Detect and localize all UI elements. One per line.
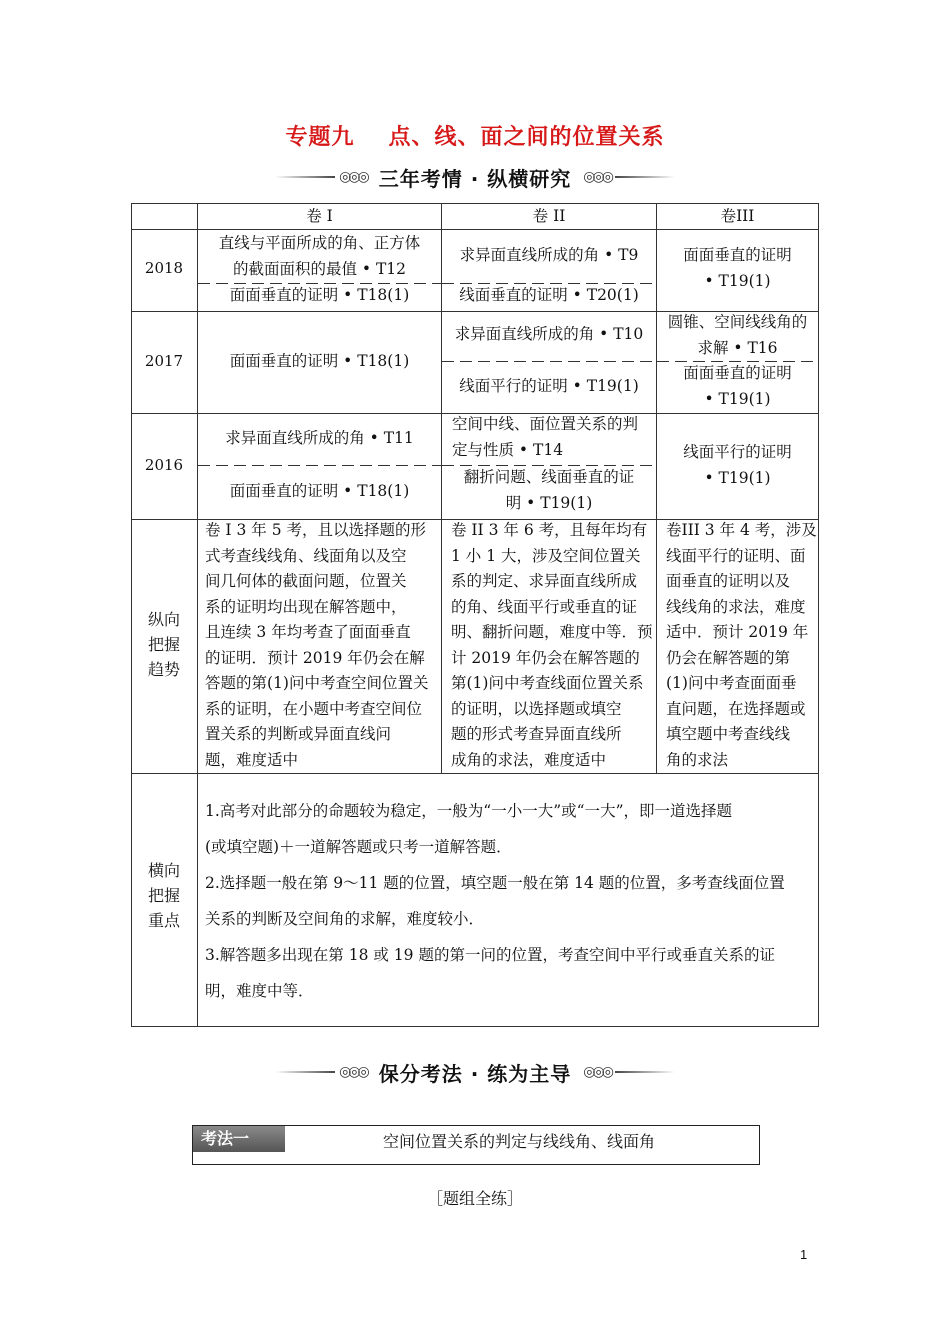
title-part2: 点、线、面之间的位置关系: [388, 125, 665, 150]
cell-2016-vol1-top: 求异面直线所成的角 • T11: [225, 429, 414, 447]
focus-label: 横向 把握 重点: [147, 861, 180, 930]
kaofa-header: [192, 1125, 760, 1165]
kaofa-tag: 考法一: [193, 1126, 285, 1152]
cell-2018-vol2-top: 求异面直线所成的角 • T9: [459, 246, 639, 264]
page-number: 1: [800, 1247, 808, 1262]
cell-2016-vol2-bottom: 翻折问题、线面垂直的证 明 • T19(1): [463, 468, 635, 512]
ornament-icon: ◎◎◎: [339, 169, 367, 185]
ornament-icon: ◎◎◎: [583, 1064, 611, 1080]
focus-content: 1.高考对此部分的命题较为稳定，一般为“一小一大”或“一大”，即一道选择题 (或填空题)＋一道解答题或只考一道解答题． 2.选择题一般在第 9～11 题的位置，填空题一般在第 14 题的位置，多考查线面位置 关系的判断及空间角的求解，难度较小． 3.解答题多出现在第 18 或 19 题的第一问的位置，考查空间中平行或垂直关系的证 明，难度中等．: [205, 802, 785, 1000]
cell-2017-vol1: 面面垂直的证明 • T18(1): [229, 352, 410, 370]
cell-2017-vol2-bottom: 线面平行的证明 • T19(1): [459, 377, 639, 395]
year-2016: 2016: [144, 456, 184, 474]
trend-label: 纵向 把握 趋势: [147, 610, 180, 679]
cell-2018-vol1-bottom: 面面垂直的证明 • T18(1): [229, 286, 410, 304]
banner-text: 三年考情 · 纵横研究: [378, 166, 572, 191]
section-banner-2: [0, 1057, 950, 1087]
header-col-3: 卷III: [720, 207, 755, 225]
ornament-icon: ◎◎◎: [339, 1064, 367, 1080]
trend-vol1: 卷 I 3 年 5 考，且以选择题的形 式考查线线角、线面角以及空 间几何体的截面问题，位置关 系的证明均出现在解答题中， 且连续 3 年均考查了面面垂直 的证明．预计 2019 年仍会在解 答题的第(1)问中考查空间位置关 系的证明，在小题中考查空间位 置关系的判断或异面直线问 题，难度适中: [205, 521, 429, 769]
trend-vol2: 卷 II 3 年 6 考，且每年均有 1 小 1 大，涉及空间位置关 系的判定、求异面直线所成 的角、线面平行或垂直的证 明、翻折问题，难度中等．预 计 2019 年仍会在解答题的 第(1)问中考查线面位置关系 的证明，以选择题或填空 题的形式考查异面直线所 成角的求法，难度适中: [451, 521, 653, 769]
title-part1: 专题九: [285, 125, 355, 150]
cell-2018-vol2-bottom: 线面垂直的证明 • T20(1): [459, 286, 639, 304]
header-col-1: 卷 I: [306, 207, 333, 225]
cell-2016-vol3: 线面平行的证明 • T19(1): [683, 443, 792, 487]
cell-2017-vol3-top: 圆锥、空间线线角的 求解 • T16: [667, 313, 808, 357]
cell-2018-vol1-top: 直线与平面所成的角、正方体 的截面面积的最值 • T12: [218, 234, 421, 278]
cell-2017-vol2-top: 求异面直线所成的角 • T10: [454, 325, 644, 343]
year-2018: 2018: [144, 259, 184, 277]
banner-text: 保分考法 · 练为主导: [378, 1061, 572, 1086]
cell-2016-vol1-bottom: 面面垂直的证明 • T18(1): [229, 482, 410, 500]
trend-vol3: 卷III 3 年 4 考，涉及 线面平行的证明、面 面垂直的证明以及 线线角的求法，难度 适中．预计 2019 年 仍会在解答题的第 (1)问中考查面面垂 直问题，在选择题或 填空题中考查线线 角的求法: [666, 521, 817, 769]
subheading: ［题组全练］: [426, 1189, 523, 1208]
year-2017: 2017: [144, 352, 184, 370]
cell-2016-vol2-top: 空间中线、面位置关系的判 定与性质 • T14: [452, 415, 639, 459]
ornament-icon: ◎◎◎: [583, 169, 611, 185]
header-col-2: 卷 II: [532, 207, 566, 225]
cell-2018-vol3: 面面垂直的证明 • T19(1): [683, 246, 792, 290]
kaofa-title: 空间位置关系的判定与线线角、线面角: [383, 1132, 656, 1151]
cell-2017-vol3-bottom: 面面垂直的证明 • T19(1): [683, 364, 792, 408]
